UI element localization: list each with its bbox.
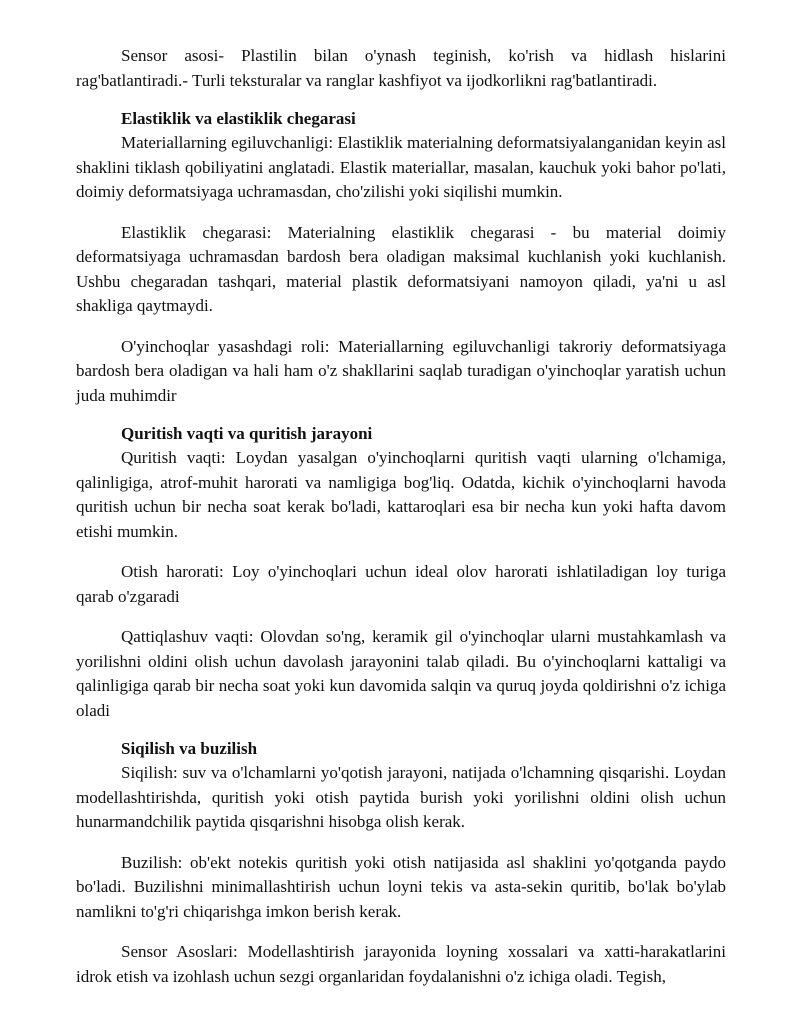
- heading-elasticity: Elastiklik va elastiklik chegarasi: [121, 109, 356, 128]
- paragraph-sensor-basis: Sensor asosi- Plastilin bilan o'ynash teginish, ko'rish va hidlash hislarini rag'batlantiradi.- Turli teksturalar va ranglar kashfiyot va ijodkorlikni rag'batlantiradi.: [76, 46, 726, 90]
- paragraph-sensory-basics: Sensor Asoslari: Modellashtirish jarayonida loyning xossalari va xatti-harakatlarini idrok etish va izohlash uchun sezgi organlaridan foydalanishni o'z ichiga oladi. Tegish,: [76, 942, 726, 986]
- paragraph-flexibility: Materiallarning egiluvchanligi: Elastiklik materialning deformatsiyalanganidan keyin asl shaklini tiklash qobiliyatini anglatadi. Elastik materiallar, masalan, kauchuk yoki bahor po'lati, doimiy deformatsiyaga uchramasdan, cho'zilishi yoki siqilishi mumkin.: [76, 133, 726, 201]
- paragraph-shrinkage: Siqilish: suv va o'lchamlarni yo'qotish jarayoni, natijada o'lchamning qisqarishi. Loydan modellashtirishda, quritish yoki otish paytida burish yoki yorilishni oldini olish uchun hunarmandchilik paytida qisqarishni hisobga olish kerak.: [76, 763, 726, 831]
- paragraph-distortion: Buzilish: ob'ekt notekis quritish yoki otish natijasida asl shaklini yo'qotganda paydo bo'ladi. Buzilishni minimallashtirish uchun loyni tekis va asta-sekin quritib, bo'lak bo'ylab namlikni to'g'ri chiqarishga imkon berish kerak.: [76, 852, 726, 921]
- paragraph-toy-role: O'yinchoqlar yasashdagi roli: Materiallarning egiluvchanligi takroriy deformatsiyaga bardosh bera oladigan va hali ham o'z shakllarini saqlab turadigan o'yinchoqlar yaratish uchun juda muhimdir: [76, 336, 726, 405]
- paragraph-drying-time: Quritish vaqti: Loydan yasalgan o'yinchoqlarni quritish vaqti ularning o'lchamiga, qalinligiga, atrof-muhit harorati va namligiga bog'liq. Odatda, kichik o'yinchoqlarni havoda quritish uchun bir necha soat kerak bo'ladi, kattaroqlari esa bir necha kun yoki hafta davom etishi mumkin.: [76, 448, 726, 541]
- heading-shrinkage: Siqilish va buzilish: [121, 739, 258, 758]
- paragraph-firing-temperature: Otish harorati: Loy o'yinchoqlari uchun ideal olov harorati ishlatiladigan loy turiga qarab o'zgaradi: [76, 562, 726, 606]
- document-page: [76, 44, 726, 989]
- paragraph-curing-time: Qattiqlashuv vaqti: Olovdan so'ng, keramik gil o'yinchoqlar ularni mustahkamlash va yorilishni oldini olish uchun davolash jarayonini talab qiladi. Bu o'yinchoqlarni kattaligi va qalinligiga qarab bir necha soat yoki kun davomida salqin va quruq joyda qoldirishni o'z ichiga oladi: [76, 627, 726, 720]
- paragraph-elastic-limit: Elastiklik chegarasi: Materialning elastiklik chegarasi - bu material doimiy deformatsiyaga uchramasdan bardosh bera oladigan maksimal kuchlanish yoki kuchlanish. Ushbu chegaradan tashqari, material plastik deformatsiyani namoyon qiladi, ya'ni u asl shakliga qaytmaydi.: [76, 222, 726, 315]
- heading-drying: Quritish vaqti va quritish jarayoni: [121, 424, 373, 443]
